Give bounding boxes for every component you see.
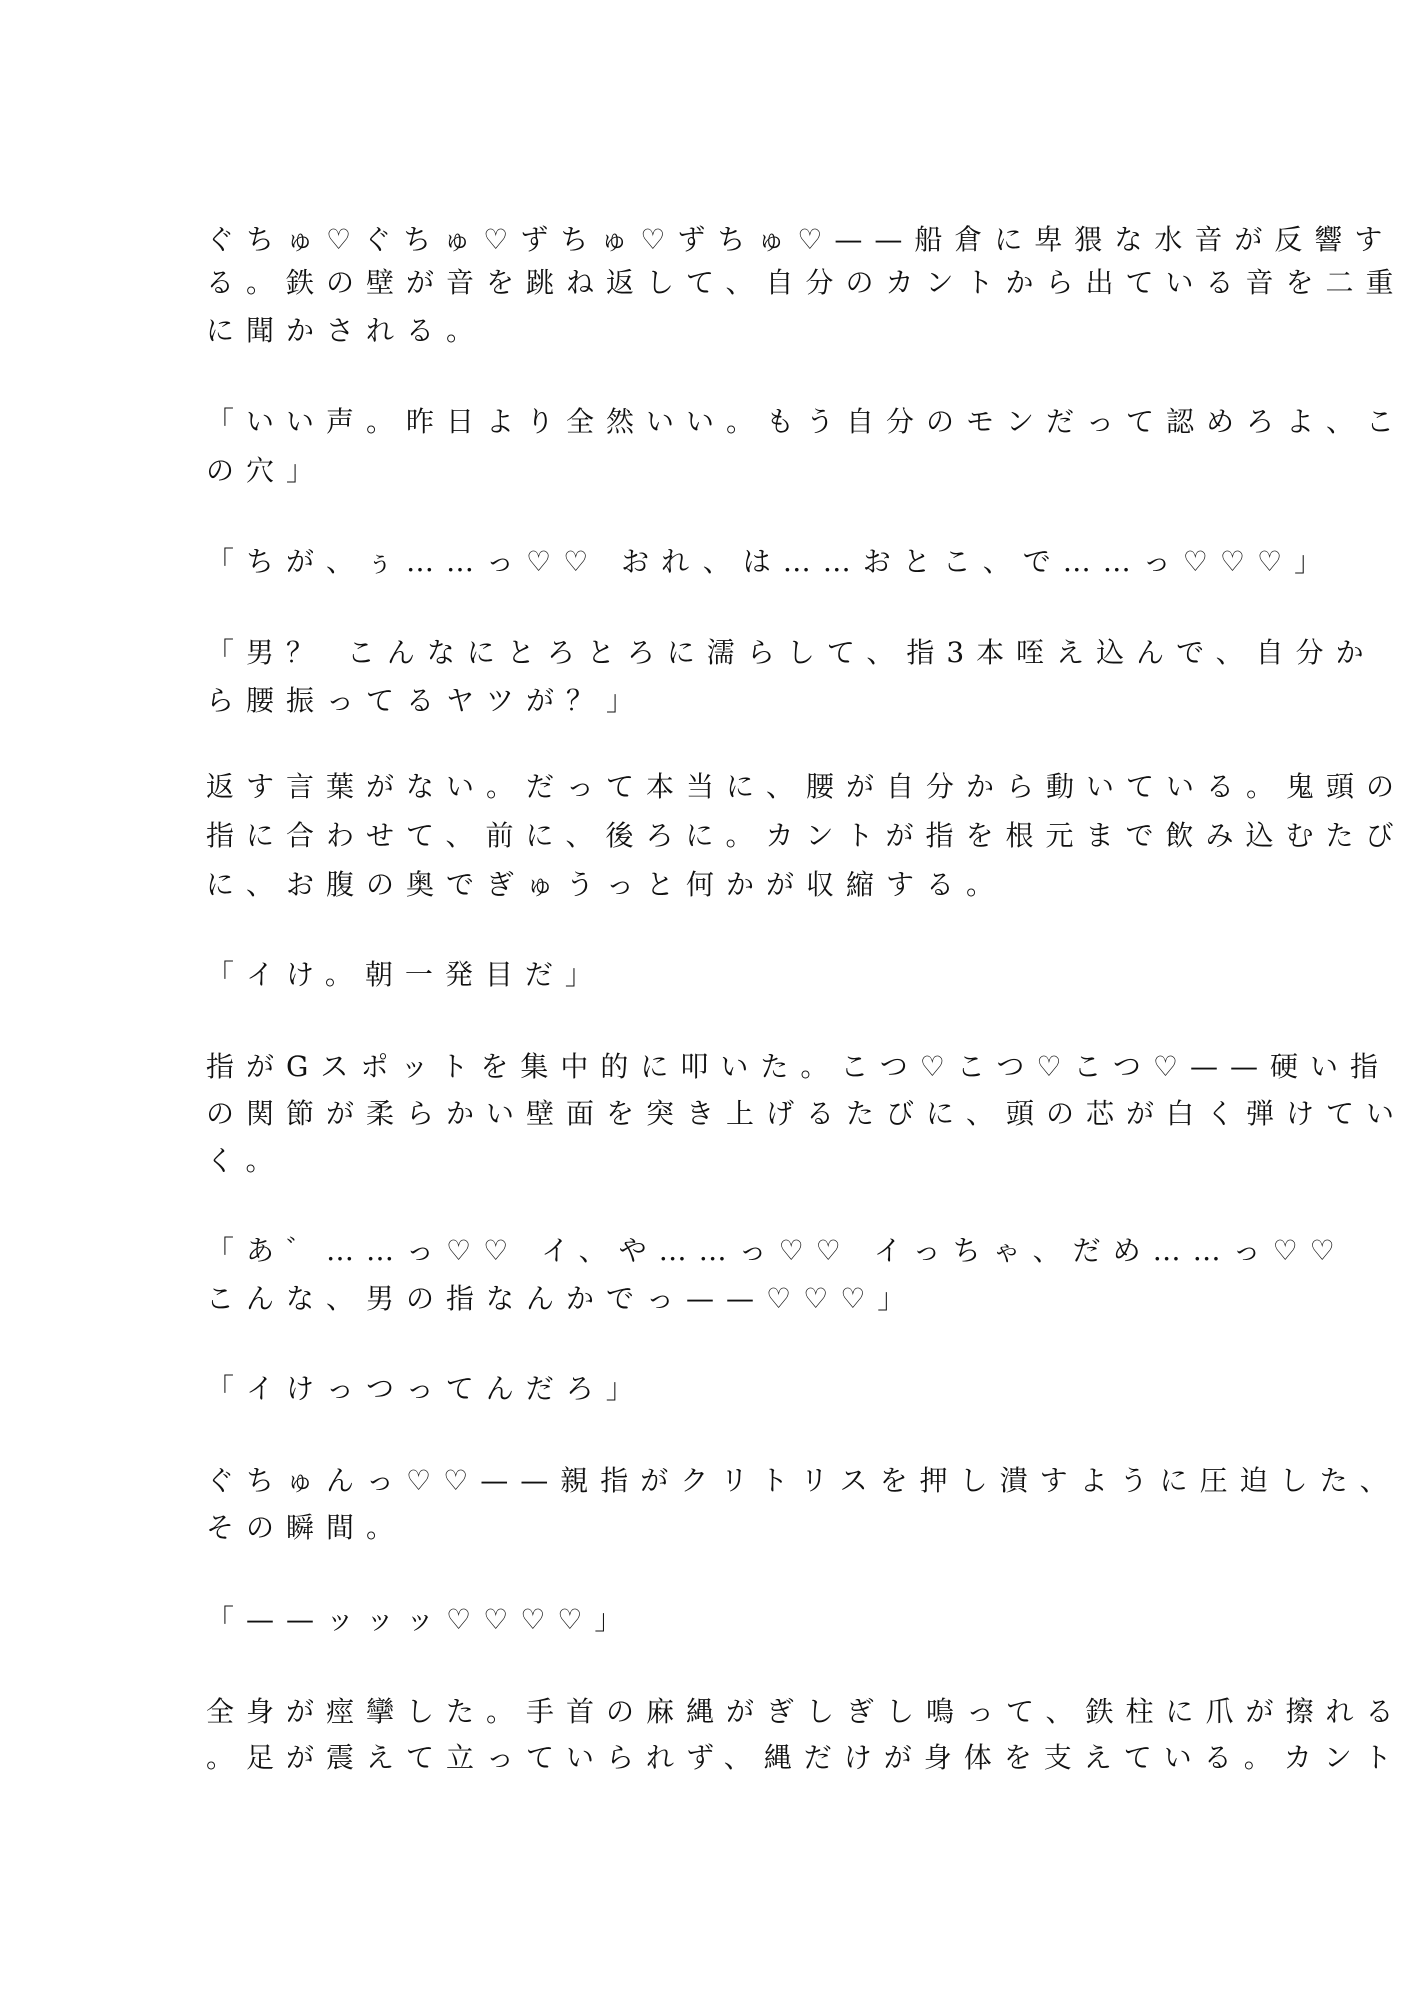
text-line: ら腰振ってるヤツが？」 (206, 684, 647, 717)
text-line: る。鉄の壁が音を跳ね返して、自分のカントから出ている音を二重 (206, 266, 1406, 299)
text-line: 「イけっつってんだろ」 (206, 1372, 646, 1405)
text-line: 「男？ こんなにとろとろに濡らして、指3本咥え込んで、自分か (206, 636, 1376, 669)
text-line: の関節が柔らかい壁面を突き上げるたびに、頭の芯が白く弾けてい (206, 1097, 1407, 1130)
text-line: 。足が震えて立っていられず、縄だけが身体を支えている。カント (206, 1741, 1404, 1774)
text-line: その瞬間。 (206, 1511, 407, 1544)
text-line: 指がGスポットを集中的に叩いた。こつ♡こつ♡こつ♡——硬い指 (206, 1050, 1390, 1083)
text-line: の穴」 (206, 454, 327, 487)
text-line: に聞かされる。 (206, 314, 487, 347)
text-line: 「あ゛……っ♡♡ イ、や……っ♡♡ イっちゃ、だめ……っ♡♡ (206, 1234, 1347, 1267)
text-line: 「ちが、ぅ……っ♡♡ おれ、は……おとこ、で……っ♡♡♡」 (206, 545, 1335, 578)
text-line: 全身が痙攣した。手首の麻縄がぎしぎし鳴って、鉄柱に爪が擦れる (206, 1695, 1406, 1728)
text-line: ぐちゅ♡ぐちゅ♡ずちゅ♡ずちゅ♡——船倉に卑猥な水音が反響す (206, 223, 1395, 256)
text-line: 指に合わせて、前に、後ろに。カントが指を根元まで飲み込むたび (206, 819, 1406, 852)
text-line: 返す言葉がない。だって本当に、腰が自分から動いている。鬼頭の (206, 770, 1407, 803)
text-line: ぐちゅんっ♡♡——親指がクリトリスを押し潰すように圧迫した、 (206, 1464, 1400, 1497)
text-line: こんな、男の指なんかでっ——♡♡♡」 (206, 1282, 918, 1315)
text-line: 「いい声。昨日より全然いい。もう自分のモンだって認めろよ、こ (206, 405, 1407, 438)
text-line: く。 (206, 1144, 286, 1177)
text-line: 「イけ。朝一発目だ」 (206, 958, 605, 991)
text-line: に、お腹の奥でぎゅうっと何かが収縮する。 (206, 868, 1007, 901)
text-line: 「——ッッッ♡♡♡♡」 (206, 1603, 635, 1636)
